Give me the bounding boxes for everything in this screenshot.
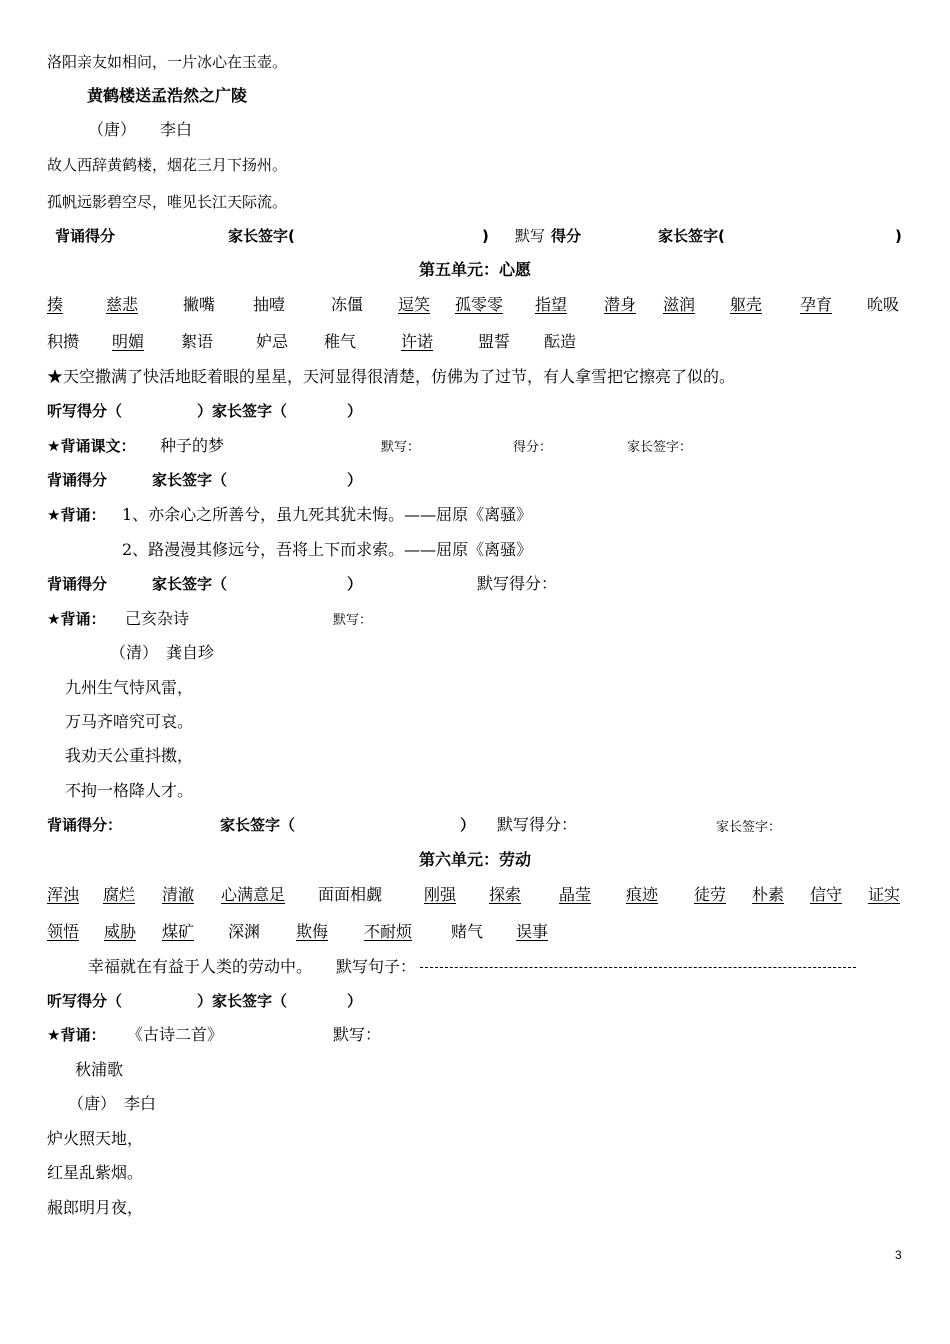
vocab-word: 抽噎 <box>253 295 286 314</box>
bracket-close: ） <box>460 816 476 834</box>
poem-line: 我劝天公重抖擞， <box>65 746 194 765</box>
dictation-label: 默写： <box>381 440 421 455</box>
vocab-word: 不耐烦 <box>364 922 413 941</box>
poem-line: 红星乱紫烟。 <box>47 1163 144 1182</box>
vocab-word: 酝造 <box>544 332 577 351</box>
vocab-word: 稚气 <box>324 332 357 351</box>
poem-author: （清） 龚自珍 <box>110 643 215 662</box>
poem-line: 赧郎明月夜， <box>47 1198 144 1217</box>
recite-score-label: 背诵得分 <box>55 227 116 245</box>
parent-sign-label: 家长签字( <box>658 227 725 245</box>
vocab-word: 面面相觑 <box>318 885 383 904</box>
poem-closing-line: 洛阳亲友如相问，一片冰心在玉壶。 <box>47 53 288 71</box>
poem-author: （唐） 李白 <box>68 1094 157 1113</box>
recite-text-title: 种子的梦 <box>160 436 225 455</box>
vocab-word: 探索 <box>489 885 522 904</box>
parent-sign-label: 家长签字( <box>228 227 295 245</box>
vocab-word: 冻僵 <box>331 295 364 314</box>
vocab-word: 腐烂 <box>103 885 136 904</box>
vocab-word: 信守 <box>810 885 843 904</box>
recite-text-label: ★背诵课文： <box>47 437 136 455</box>
vocab-word: 孕育 <box>800 295 833 314</box>
recite-label: ★背诵： <box>47 610 106 628</box>
dictation-label: 默写： <box>333 1025 382 1044</box>
poem-line: 万马齐喑究可哀。 <box>65 712 194 731</box>
answer-blank[interactable] <box>420 967 856 968</box>
poem-line: 孤帆远影碧空尽，唯见长江天际流。 <box>47 193 288 211</box>
vocab-word: 盟誓 <box>478 332 511 351</box>
poem-title: 秋浦歌 <box>75 1060 124 1079</box>
vocab-word: 威胁 <box>104 922 137 941</box>
star-sentence: ★天空撒满了快活地眨着眼的星星，天河显得很清楚，仿佛为了过节，有人拿雪把它擦亮了似的。 <box>47 367 736 386</box>
parent-sign-label: 家长签字（ <box>220 816 296 834</box>
dictation-score-label: 默写得分： <box>477 574 558 593</box>
parent-sign-label: 家长签字： <box>627 440 693 455</box>
lisao-line-2: 2、路漫漫其修远兮，吾将上下而求索。——屈原《离骚》 <box>122 540 533 559</box>
vocab-word: 痕迹 <box>626 885 659 904</box>
vocab-word: 吮吸 <box>867 295 900 314</box>
vocab-word: 许诺 <box>401 332 434 351</box>
vocab-word: 徒劳 <box>694 885 727 904</box>
recite-label: ★背诵： <box>47 506 106 524</box>
vocab-word: 潜身 <box>604 295 637 314</box>
sentence-line <box>88 957 856 977</box>
recite-label: ★背诵： <box>47 1026 106 1044</box>
unit6-heading: 第六单元：劳动 <box>418 850 531 869</box>
score-label: 得分 <box>551 227 582 245</box>
recite-score-label: 背诵得分： <box>47 816 123 834</box>
vocab-word: 逗笑 <box>398 295 431 314</box>
recite-score-row: 背诵得分 家长签字（ ） <box>47 575 363 593</box>
bracket-close: ) <box>895 227 902 245</box>
vocab-word: 煤矿 <box>162 922 195 941</box>
poem-line: 不拘一格降人才。 <box>65 781 194 800</box>
poem-title: 己亥杂诗 <box>125 609 190 628</box>
poem-set-title: 《古诗二首》 <box>127 1025 224 1044</box>
vocab-word: 躯壳 <box>730 295 763 314</box>
vocab-word: 撇嘴 <box>183 295 216 314</box>
vocab-word: 心满意足 <box>221 885 286 904</box>
dictation-label: 默写 <box>515 227 546 245</box>
vocab-word: 指望 <box>535 295 568 314</box>
vocab-word: 证实 <box>868 885 901 904</box>
vocab-word: 领悟 <box>47 922 80 941</box>
vocab-word: 晶莹 <box>559 885 592 904</box>
vocab-word: 刚强 <box>424 885 457 904</box>
vocab-word: 深渊 <box>228 922 261 941</box>
vocab-word: 欺侮 <box>296 922 329 941</box>
parent-sign-label: 家长签字： <box>716 820 782 835</box>
poem-title: 黄鹤楼送孟浩然之广陵 <box>87 86 248 105</box>
poem-author: （唐） 李白 <box>88 120 193 139</box>
unit5-heading: 第五单元：心愿 <box>418 260 531 279</box>
bracket-close: ) <box>482 227 489 245</box>
lisao-line-1: 1、亦余心之所善兮，虽九死其犹未悔。——屈原《离骚》 <box>122 505 533 524</box>
vocab-word: 滋润 <box>663 295 696 314</box>
dictation-score-row: 听写得分（ ）家长签字（ ） <box>47 992 363 1010</box>
recite-score-row: 背诵得分 家长签字（ ） <box>47 471 363 489</box>
vocab-word: 揍 <box>47 295 64 314</box>
vocab-word: 赌气 <box>451 922 484 941</box>
vocab-word: 慈悲 <box>106 295 139 314</box>
vocab-word: 积攒 <box>47 332 80 351</box>
sentence: 幸福就在有益于人类的劳动中。 <box>88 957 313 976</box>
page-number: 3 <box>895 1248 902 1262</box>
vocab-word: 絮语 <box>181 332 214 351</box>
vocab-word: 浑浊 <box>47 885 80 904</box>
vocab-word: 误事 <box>516 922 549 941</box>
poem-line: 炉火照天地， <box>47 1129 144 1148</box>
dictation-score-label: 默写得分： <box>497 815 578 834</box>
vocab-word: 朴素 <box>752 885 785 904</box>
vocab-word: 妒忌 <box>256 332 289 351</box>
score-label: 得分： <box>513 440 553 455</box>
vocab-word: 清澈 <box>162 885 195 904</box>
poem-line: 故人西辞黄鹤楼，烟花三月下扬州。 <box>47 156 288 174</box>
dictation-score-row: 听写得分（ ）家长签字（ ） <box>47 402 363 420</box>
dictation-label: 默写句子： <box>336 957 417 976</box>
vocab-word: 明媚 <box>112 332 145 351</box>
dictation-label: 默写： <box>333 613 373 628</box>
vocab-word: 孤零零 <box>455 295 504 314</box>
poem-line: 九州生气恃风雷， <box>65 678 194 697</box>
